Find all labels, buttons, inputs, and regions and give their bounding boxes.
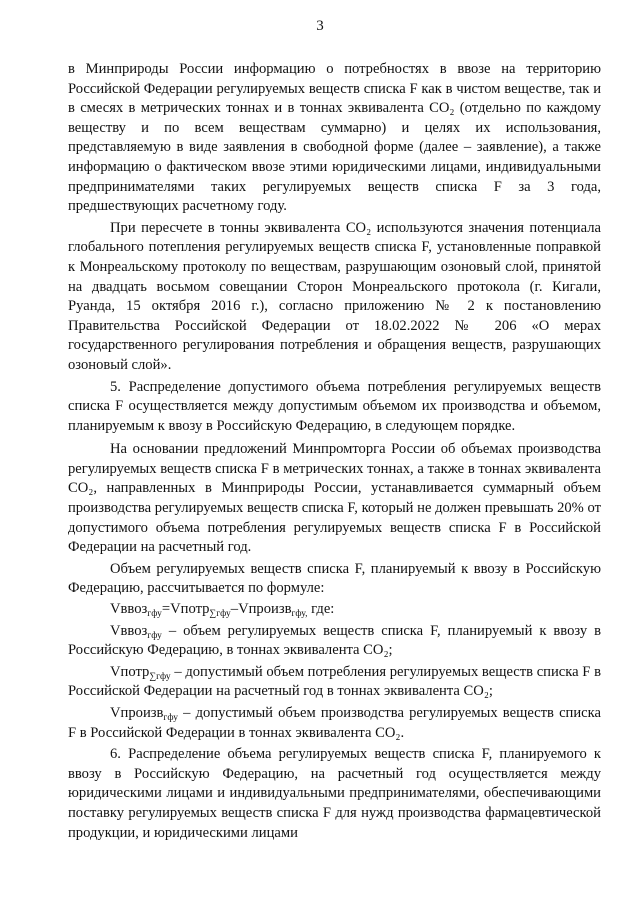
definition-symbol-subscript: гфу	[163, 713, 178, 723]
formula-term-consumption: Vпотр	[170, 601, 210, 618]
definition-consumption-volume	[68, 663, 601, 702]
definition-symbol: Vпотр	[110, 663, 150, 680]
formula-line	[68, 600, 601, 620]
paragraph-production-volume: На основании предложений Минпромторга России об объемах производства регулируемых веществ списка F в метрических тоннах, а также в тоннах эквивалента CO₂, направленных в Минприроды России, устанавливается суммарный объем производства регулируемых веществ списка F, который не должен превышать 20% от допустимого объема потребления регулируемых веществ списка F в Российской Федерации на расчетный год.	[68, 441, 601, 556]
paragraph-item-5: 5. Распределение допустимого объема потребления регулируемых веществ списка F осуществляется между допустимым объемом их производства и объемом, планируемым к ввозу в Российскую Федерацию, в следующем порядке.	[68, 378, 601, 434]
paragraph-formula-intro: Объем регулируемых веществ списка F, планируемый к ввозу в Российскую Федерацию, рассчитывается по формуле:	[68, 560, 601, 597]
definition-text: – допустимый объем потребления регулируемых веществ списка F в Российской Федерации на расчетный год в тоннах эквивалента CO₂;	[68, 663, 601, 700]
definition-import-volume	[68, 622, 601, 661]
definition-symbol-subscript: ∑гфу	[149, 671, 171, 682]
definition-symbol-subscript: гфу	[147, 630, 162, 641]
formula-term-production: Vпроизв	[238, 601, 292, 618]
formula-term-production-subscript: гфу,	[291, 609, 308, 620]
definition-production-volume	[68, 704, 601, 743]
definition-symbol: Vввоз	[110, 622, 148, 639]
formula-lhs-subscript: гфу	[147, 609, 162, 620]
document-body	[68, 60, 601, 843]
definition-symbol: Vпроизв	[110, 705, 164, 721]
formula-lhs: Vввоз	[110, 601, 148, 618]
formula-equals: =	[161, 601, 171, 618]
paragraph-gwp-conversion: При пересчете в тонны эквивалента CO₂ используются значения потенциала глобального потепления регулируемых веществ списка F, установленные поправкой к Монреальскому протоколу по веществам, разрушающим озоновый слой, принятой на двадцать восьмом совещании Сторон Монреальского протокола (г. Кигали, Руанда, 15 октября 2016 г.), согласно приложению № 2 к постановлению Правительства Российской Федерации от 18.02.2022 № 206 «О мерах государственного регулирования потребления и обращения веществ, разрушающих озоновый слой».	[68, 219, 601, 373]
formula-term-consumption-subscript: ∑гфу	[209, 609, 231, 620]
definition-text: – объем регулируемых веществ списка F, планируемый к ввозу в Российскую Федерацию, в тоннах эквивалента CO₂;	[68, 622, 601, 659]
paragraph-item-6: 6. Распределение объема регулируемых веществ списка F, планируемого к ввозу в Российскую Федерацию, на расчетный год осуществляется между юридическими лицами и индивидуальными предпринимателями, обеспечивающими поставку регулируемых веществ списка F для нужд производства фармацевтической продукции, и юридическими лицами	[68, 746, 601, 841]
definition-text: – допустимый объем производства регулируемых веществ списка F в Российской Федерации в тоннах эквивалента CO₂.	[68, 705, 601, 741]
paragraph-application-info: в Минприроды России информацию о потребностях в ввозе на территорию Российской Федерации регулируемых веществ списка F как в чистом веществе, так и в смесях в метрических тоннах и в тоннах эквивалента CO₂ (отдельно по каждому веществу и по всем веществам суммарно) и целях их использования, представляемую в виде заявления в свободной форме (далее – заявление), а также информацию о фактическом ввозе этими юридическими лицами, индивидуальными предпринимателями таких регулируемых веществ списка F за 3 года, предшествующих расчетному году.	[68, 61, 601, 215]
formula-where: где:	[307, 601, 335, 618]
page-number: 3	[316, 18, 324, 34]
formula-minus: –	[230, 601, 239, 618]
